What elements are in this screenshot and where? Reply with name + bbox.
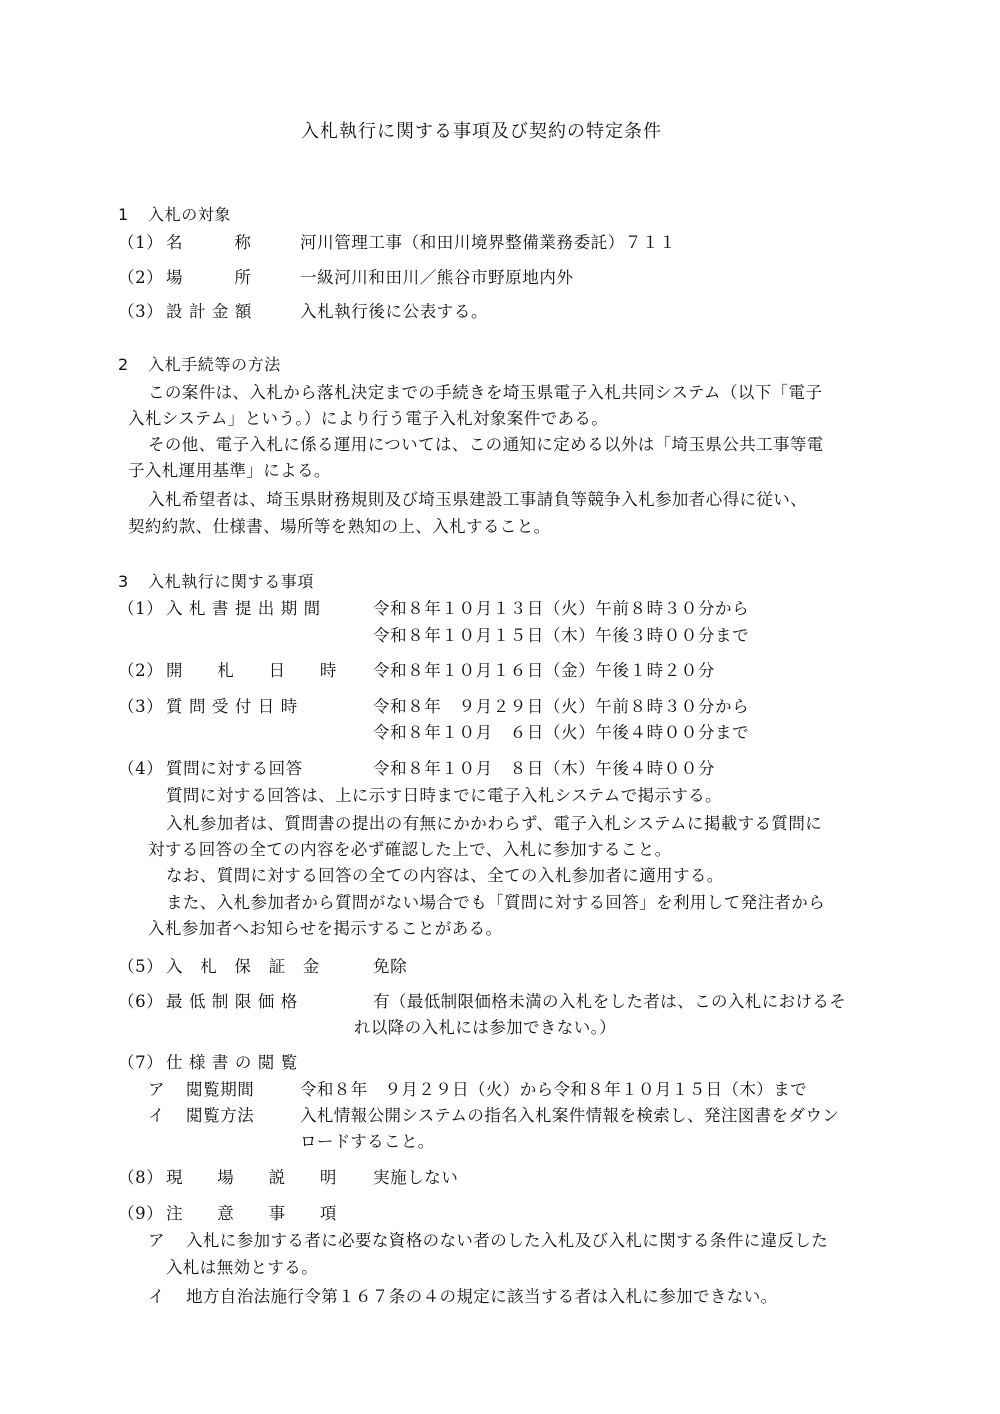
- section-2-paragraph-line: 入札希望者は、埼玉県財務規則及び埼玉県建設工事請負等競争入札参加者心得に従い、: [148, 490, 808, 509]
- item-3-9-a-mark: ア: [148, 1231, 166, 1250]
- item-3-9-label: 注 意 事 項: [166, 1204, 337, 1223]
- item-3-7-a-value: 令和８年 ９月２９日（火）から令和８年１０月１５日（木）まで: [300, 1080, 807, 1099]
- item-1-1-number: （1）: [118, 233, 164, 252]
- item-3-4-number: （4）: [118, 759, 164, 778]
- item-3-7-number: （7）: [118, 1053, 164, 1072]
- item-1-2-label: 場 所: [166, 268, 252, 287]
- item-3-4-note-line: また、入札参加者から質問がない場合でも「質問に対する回答」を利用して発注者から: [166, 893, 826, 912]
- item-3-2-number: （2）: [118, 661, 164, 680]
- item-3-7-a-label: 閲覧期間: [186, 1080, 255, 1099]
- item-3-1-value: 令和８年１０月１３日（火）午前８時３０分から: [373, 599, 750, 618]
- item-3-7-b-value: ロードすること。: [300, 1132, 435, 1151]
- item-3-7-b-label: 閲覧方法: [186, 1106, 255, 1125]
- item-3-7-label: 仕 様 書 の 閲 覧: [166, 1053, 298, 1072]
- item-3-7-b-mark: イ: [148, 1106, 166, 1125]
- item-3-4-value: 令和８年１０月 ８日（木）午後４時００分: [373, 759, 715, 778]
- item-3-1-number: （1）: [118, 599, 164, 618]
- item-3-2-value: 令和８年１０月１６日（金）午後１時２０分: [373, 661, 715, 680]
- item-3-4-label: 質問に対する回答: [166, 759, 303, 778]
- item-3-5-value: 免除: [373, 957, 408, 976]
- item-3-2-label: 開 札 日 時: [166, 661, 337, 680]
- item-1-2-value: 一級河川和田川／熊谷市野原地内外: [300, 268, 574, 287]
- item-3-3-number: （3）: [118, 697, 164, 716]
- item-1-3-label: 設 計 金 額: [166, 302, 252, 321]
- item-3-6-number: （6）: [118, 992, 164, 1011]
- section-1-number: 1: [118, 205, 129, 224]
- document-title: 入札執行に関する事項及び契約の特定条件: [301, 121, 662, 142]
- section-3-number: 3: [118, 572, 129, 591]
- section-3-heading: 入札執行に関する事項: [148, 572, 315, 591]
- item-3-5-label: 入 札 保 証 金: [166, 957, 320, 976]
- section-2-paragraph-line: 入札システム」という。）により行う電子入札対象案件である。: [128, 409, 609, 428]
- item-3-8-value: 実施しない: [373, 1168, 459, 1187]
- item-3-6-value: 有（最低制限価格未満の入札をした者は、この入札におけるそ: [373, 992, 847, 1011]
- item-3-9-a-text: 入札は無効とする。: [166, 1258, 319, 1277]
- item-3-8-label: 現 場 説 明: [166, 1168, 337, 1187]
- item-3-7-a-mark: ア: [148, 1080, 166, 1099]
- section-2-paragraph-line: 子入札運用基準」による。: [128, 461, 331, 480]
- item-3-9-number: （9）: [118, 1204, 164, 1223]
- section-1-heading: 入札の対象: [148, 205, 232, 224]
- item-3-4-note-line: 入札参加者へお知らせを掲示することがある。: [148, 919, 503, 938]
- item-3-4-note-line: 対する回答の全ての内容を必ず確認した上で、入札に参加すること。: [148, 840, 672, 859]
- item-1-3-value: 入札執行後に公表する。: [300, 302, 489, 321]
- item-3-8-number: （8）: [118, 1168, 164, 1187]
- item-1-1-value: 河川管理工事（和田川境界整備業務委託）７１１: [300, 233, 677, 252]
- item-3-9-a-text: 入札に参加する者に必要な資格のない者のした入札及び入札に関する条件に違反した: [186, 1231, 829, 1250]
- item-3-6-value: れ以降の入札には参加できない。）: [354, 1018, 617, 1037]
- section-2-paragraph-line: その他、電子入札に係る運用については、この通知に定める以外は「埼玉県公共工事等電: [148, 435, 824, 454]
- item-3-1-value: 令和８年１０月１５日（木）午後３時００分まで: [373, 626, 750, 645]
- item-3-3-value: 令和８年１０月 ６日（火）午後４時００分まで: [373, 723, 750, 742]
- item-3-1-label: 入 札 書 提 出 期 間: [166, 599, 321, 618]
- section-2-number: 2: [118, 355, 129, 374]
- item-3-5-number: （5）: [118, 957, 164, 976]
- item-3-4-note-line: なお、質問に対する回答の全ての内容は、全ての入札参加者に適用する。: [166, 866, 724, 885]
- item-1-1-label: 名 称: [166, 233, 252, 252]
- item-3-9-b-text: 地方自治法施行令第１６７条の４の規定に該当する者は入札に参加できない。: [186, 1287, 778, 1306]
- section-2-paragraph-line: この案件は、入札から落札決定までの手続きを埼玉県電子入札共同システム（以下「電子: [148, 383, 823, 402]
- item-3-6-label: 最 低 制 限 価 格: [166, 992, 298, 1011]
- item-3-4-note-line: 質問に対する回答は、上に示す日時までに電子入札システムで掲示する。: [166, 786, 723, 805]
- section-2-paragraph-line: 契約約款、仕様書、場所等を熟知の上、入札すること。: [128, 517, 551, 536]
- section-2-heading: 入札手続等の方法: [148, 355, 281, 374]
- item-3-3-label: 質 問 受 付 日 時: [166, 697, 298, 716]
- item-3-4-note-line: 入札参加者は、質問書の提出の有無にかかわらず、電子入札システムに掲載する質問に: [166, 814, 823, 833]
- item-3-7-b-value: 入札情報公開システムの指名入札案件情報を検索し、発注図書をダウン: [300, 1106, 840, 1125]
- item-3-3-value: 令和８年 ９月２９日（火）午前８時３０分から: [373, 697, 750, 716]
- item-1-2-number: （2）: [118, 268, 164, 287]
- item-1-3-number: （3）: [118, 302, 164, 321]
- item-3-9-b-mark: イ: [148, 1287, 166, 1306]
